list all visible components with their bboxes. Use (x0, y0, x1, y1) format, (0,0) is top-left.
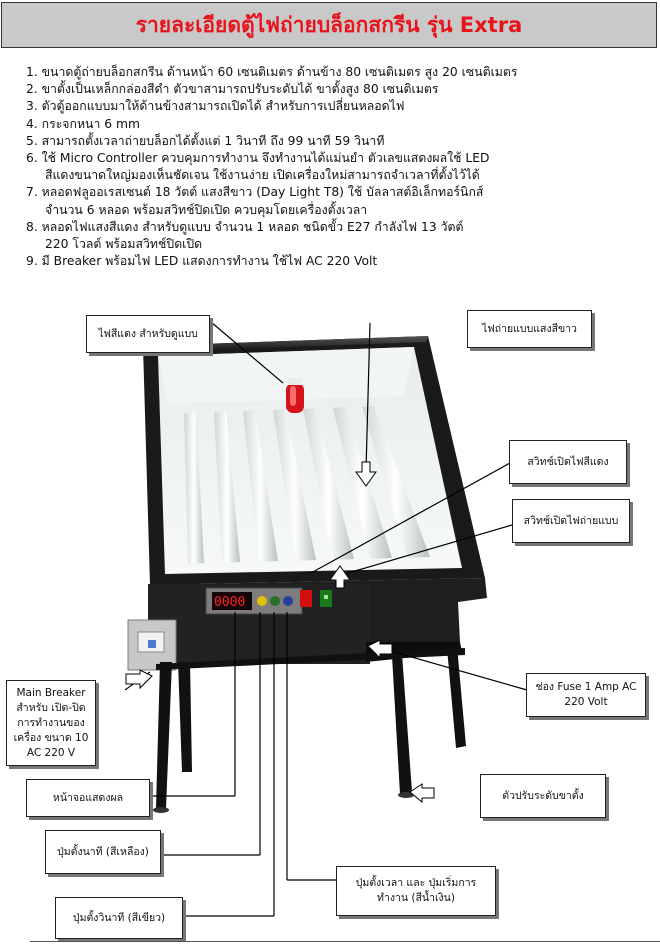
spec-item (26, 81, 646, 98)
callout-minute-button (45, 830, 161, 874)
callout-text: Main Breaker สำหรับ เปิด-ปิด การทำงานของเครื่อง ขนาด 10 AC 220 V (13, 686, 89, 759)
spec-item-cont (26, 202, 646, 219)
spec-item (26, 219, 646, 236)
spec-item-cont (26, 167, 646, 184)
legs (156, 646, 466, 808)
callout-text: หน้าจอแสดงผล (52, 791, 124, 804)
spec-line: สีแดงขนาดใหญ่มองเห็นชัดเจน ใช้งานง่าย เปิดเครื่องใหม่สามารถจำเวลาที่ตั้งไว้ได้ (45, 168, 480, 183)
callout-text: ตัวปรับระดับขาตั้ง (502, 789, 584, 802)
callout-breaker (6, 680, 96, 766)
callout-text: สวิทช์เปิดไฟถ่ายแบบ (523, 514, 619, 527)
spec-line: 6. ใช้ Micro Controller ควบคุมการทำงาน จึงทำงานได้แม่นยำ ตัวเลขแสดงผลใช้ LED (26, 151, 490, 166)
callout-white-light (467, 310, 592, 348)
red-switch (300, 590, 312, 607)
callout-text: ไฟสีแดง สำหรับดูแบบ (98, 327, 198, 340)
callout-fuse (526, 673, 646, 717)
spec-list (26, 64, 646, 270)
spec-line: 2. ขาตั้งเป็นเหล็กกล่องสีดำ ตัวขาสามารถปรับระดับได้ ขาตั้งสูง 80 เซนติเมตร (26, 82, 439, 97)
callout-text: ไฟถ่ายแบบแสงสีขาว (482, 322, 577, 335)
callout-text: ปุ่มตั้งวินาที (สีเขียว) (72, 911, 166, 924)
callout-text: สวิทช์เปิดไฟสีแดง (527, 455, 609, 468)
timer-digits: 0000 (214, 595, 246, 610)
red-bulb (286, 378, 304, 413)
spec-line: 9. มี Breaker พร้อมไฟ LED แสดงการทำงาน ใช้ไฟ AC 220 Volt (26, 254, 378, 269)
callout-leveler (480, 774, 606, 818)
green-button (270, 596, 280, 606)
callout-start-button (336, 866, 496, 916)
callout-red-light (86, 315, 210, 353)
spec-line: 7. หลอดฟลูออเรสเซนต์ 18 วัตต์ แสงสีขาว (Day Light T8) ใช้ บัลลาสต์อิเล็กทอร์นิกส์ (26, 185, 484, 200)
spec-line: 1. ขนาดตู้ถ่ายบล็อกสกรีน ด้านหน้า 60 เซนติเมตร ด้านข้าง 80 เซนติเมตร สูง 20 เซนติเมตร (26, 65, 518, 79)
spec-item-cont (26, 236, 646, 253)
spec-line: 4. กระจกหนา 6 mm (26, 116, 140, 131)
yellow-button (257, 596, 267, 606)
spec-item (26, 64, 646, 81)
title-banner (1, 2, 657, 48)
spec-item (26, 133, 646, 150)
spec-item (26, 184, 646, 201)
blue-button (283, 596, 293, 606)
spec-item (26, 253, 646, 270)
spec-line: 8. หลอดไฟแสงสีแดง สำหรับดูแบบ จำนวน 1 หลอด ชนิดขั้ว E27 กำลังไฟ 13 วัตต์ (26, 219, 464, 234)
callout-second-button (55, 897, 183, 939)
spec-line: 220 โวลต์ พร้อมสวิทช์ปิดเปิด (45, 237, 203, 252)
callout-text: ปุ่มตั้งนาที (สีเหลือง) (57, 845, 149, 858)
callout-exposure-switch (512, 499, 630, 543)
page-title: รายละเอียดตู้ไฟถ่ายบล็อกสกรีน รุ่น Extra (135, 12, 523, 37)
callout-display (26, 779, 150, 817)
bottom-rule (30, 941, 660, 942)
spec-line: 5. สามารถตั้งเวลาถ่ายบล็อกได้ตั้งแต่ 1 วินาที ถึง 99 นาที 59 วินาที (26, 133, 385, 148)
arrow-left-icon (410, 784, 434, 802)
spec-item (26, 116, 646, 133)
callout-red-switch (509, 440, 627, 484)
callout-text: ปุ่มตั้งเวลา และ ปุ่มเริ่มการทำงาน (สีน้ำเงิน) (355, 877, 477, 904)
spec-line: 3. ตัวตู้ออกแบบมาให้ด้านข้างสามารถเปิดได้ สำหรับการเปลี่ยนหลอดไฟ (26, 99, 405, 114)
callout-text: ช่อง Fuse 1 Amp AC 220 Volt (535, 681, 637, 708)
spec-item (26, 98, 646, 115)
spec-line: จำนวน 6 หลอด พร้อมสวิทช์ปิดเปิด ควบคุมโดยเครื่องตั้งเวลา (45, 202, 368, 217)
spec-item (26, 150, 646, 167)
